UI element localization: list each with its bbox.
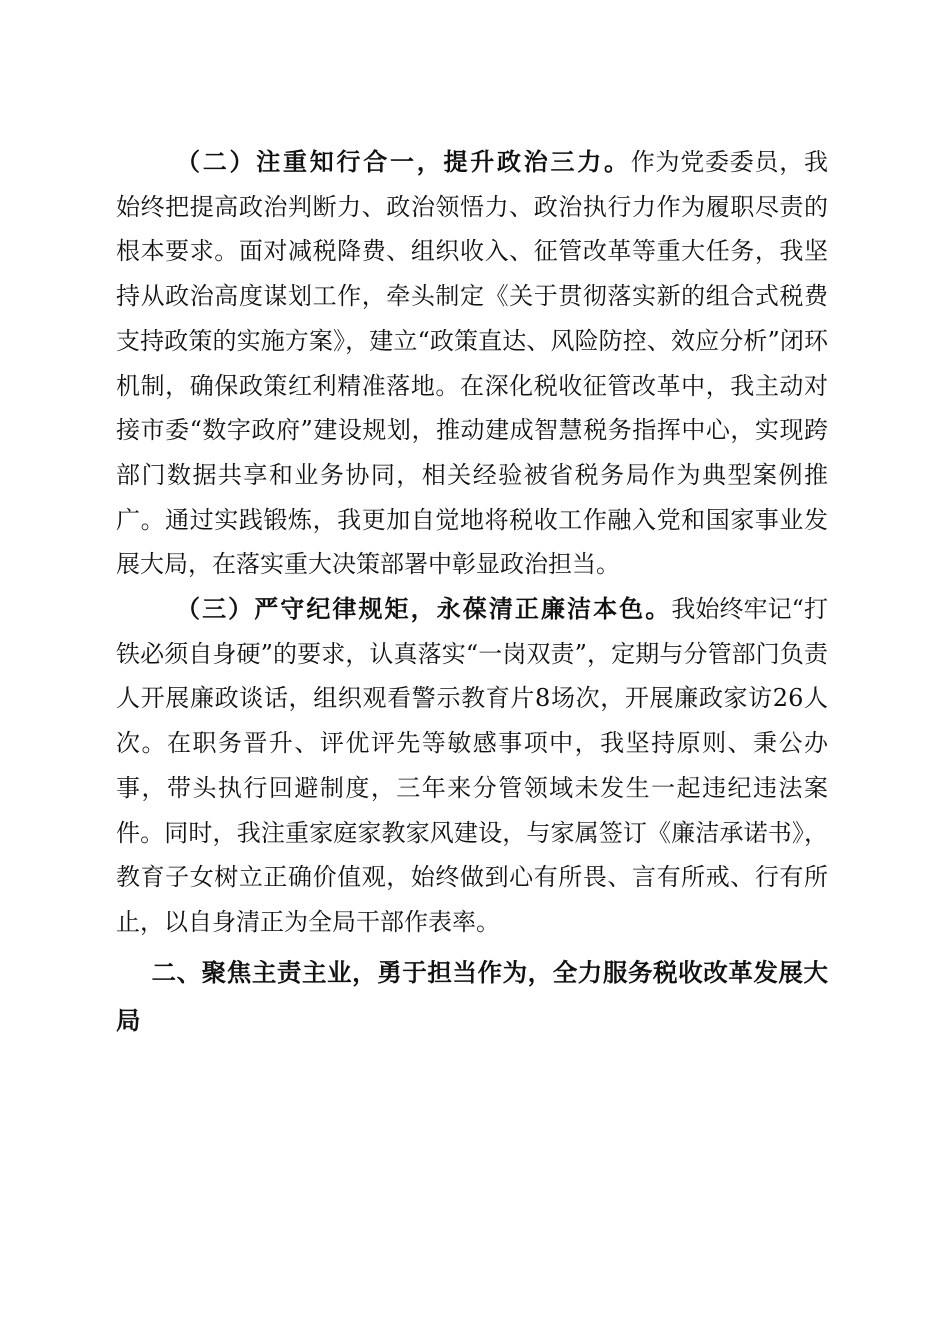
paragraph-political-capacity bbox=[116, 140, 828, 587]
section-heading: 二、聚焦主责主业，勇于担当作为，全力服务税收改革发展大局 bbox=[116, 957, 828, 1035]
paragraph-lead-heading: （三）严守纪律规矩，永葆清正廉洁本色。 bbox=[176, 595, 672, 624]
paragraph-lead-heading: （二）注重知行合一，提升政治三力。 bbox=[176, 148, 631, 176]
paragraph-discipline-integrity bbox=[116, 587, 828, 945]
paragraph-body-text: 作为党委委员，我始终把提高政治判断力、政治领悟力、政治执行力作为履职尽责的根本要求。面对减税降费、组织收入、征管改革等重大任务，我坚持从政治高度谋划工作，牵头制定《关于贯彻落实新的组合式税费支持政策的实施方案》，建立“政策直达、风险防控、效应分析”闭环机制，确保政策红利精准落地。在深化税收征管改革中，我主动对接市委“数字政府”建设规划，推动建成智慧税务指挥中心，实现跨部门数据共享和业务协同，相关经验被省税务局作为典型案例推广。通过实践锻炼，我更加自觉地将税收工作融入党和国家事业发展大局，在落实重大决策部署中彰显政治担当。 bbox=[116, 148, 828, 579]
paragraph-body-text: 我始终牢记“打铁必须自身硬”的要求，认真落实“一岗双责”，定期与分管部门负责人开展廉政谈话，组织观看警示教育片8场次，开展廉政家访26人次。在职务晋升、评优评先等敏感事项中，我坚持原则、秉公办事，带头执行回避制度，三年来分管领域未发生一起违纪违法案件。同时，我注重家庭家教家风建设，与家属签订《廉洁承诺书》，教育子女树立正确价值观，始终做到心有所畏、言有所戒、行有所止，以自身清正为全局干部作表率。 bbox=[116, 595, 828, 936]
document-body bbox=[116, 140, 828, 1045]
